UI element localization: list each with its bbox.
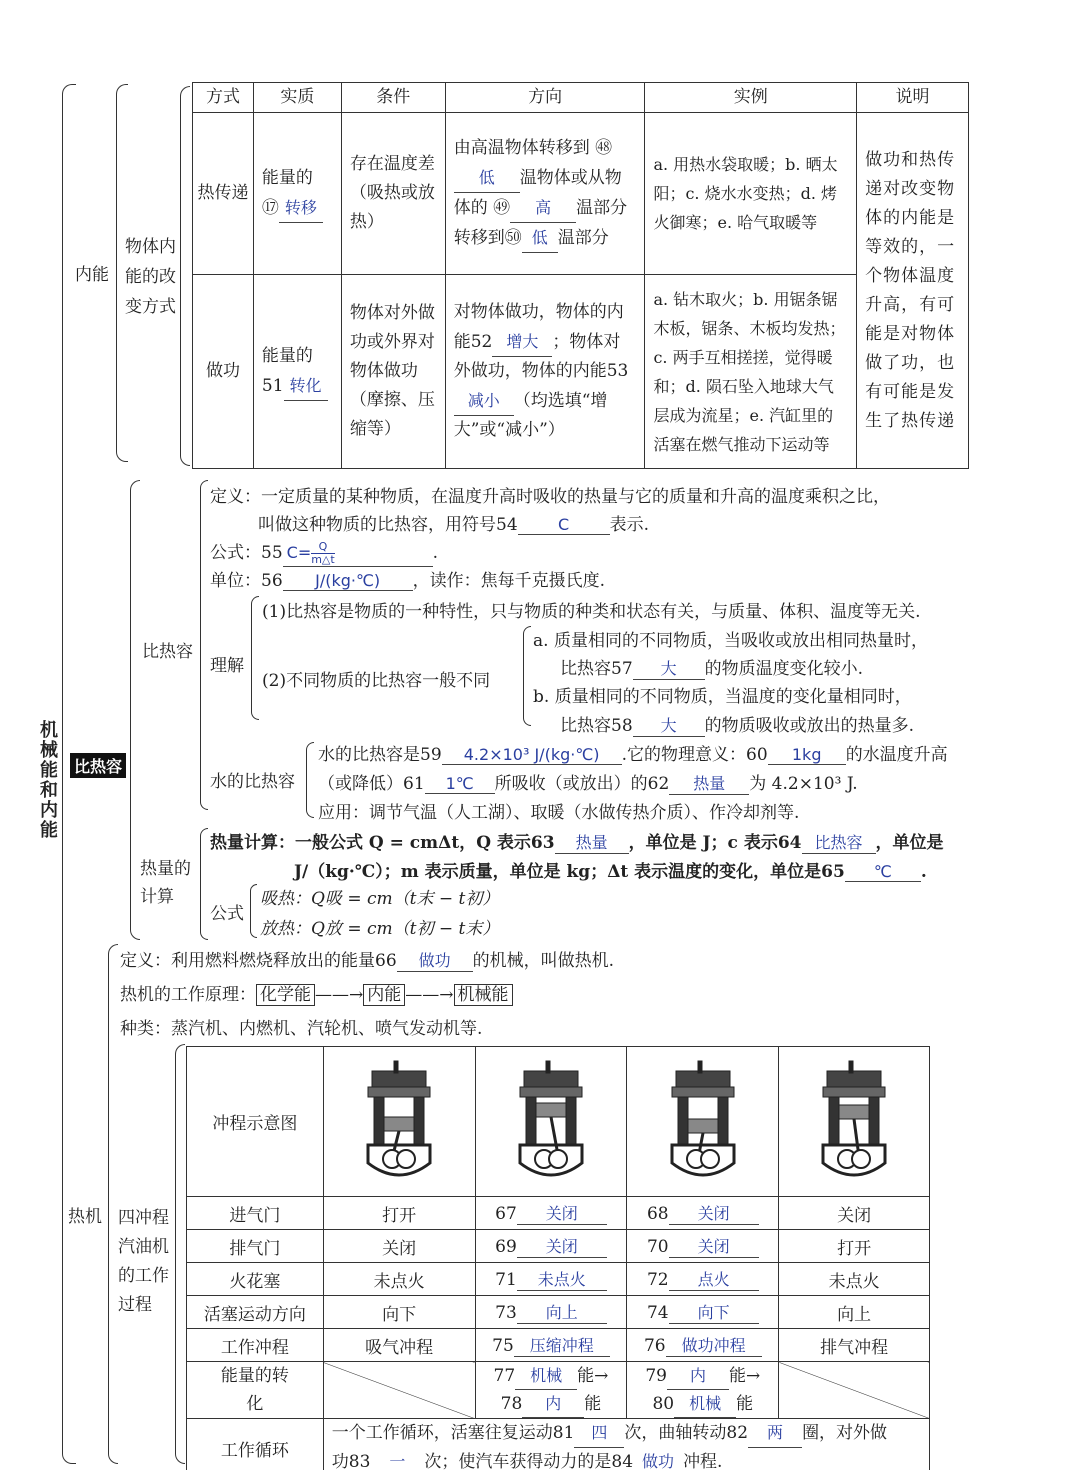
- neineng-table-header: [193, 83, 969, 113]
- w1-text: 水的比热容是: [318, 745, 420, 765]
- engine-diagram-cell: [779, 1047, 930, 1197]
- cell: [627, 1197, 779, 1230]
- cell-num: 69: [495, 1237, 517, 1257]
- dir-text: 由高温物体转移到: [453, 138, 590, 158]
- w2-text2: 所吸收（或放出）的: [494, 774, 648, 794]
- arrow-icon: ——→: [315, 985, 364, 1005]
- cell-num: 80: [652, 1394, 675, 1414]
- engine-compression-icon: [506, 1059, 596, 1179]
- water-line1: [318, 740, 948, 765]
- ua-num: 57: [611, 659, 633, 679]
- cell: [627, 1362, 779, 1419]
- header-method: 方式: [193, 83, 254, 113]
- ua-text: 比热容: [560, 659, 611, 679]
- reji-label: 热机: [68, 1207, 102, 1227]
- w1-answer2: 1kg: [768, 745, 846, 765]
- cell-num: 74: [646, 1303, 669, 1323]
- cycle-text: 圈，对外做: [802, 1423, 888, 1443]
- biruerong-sub-brace: [200, 480, 208, 810]
- w2-text3: 为 4.2×10³ J.: [749, 774, 858, 794]
- dir-answer: 低: [522, 223, 558, 253]
- formula-num: 55: [261, 543, 283, 563]
- cell-num: 67: [495, 1204, 517, 1224]
- understand-2: (2)不同物质的比热容一般不同: [262, 671, 491, 691]
- dir-text: 对物体做功，物体的内能: [453, 302, 624, 352]
- cell-text: 能→: [728, 1366, 761, 1386]
- reji-def-text: 定义：利用燃料燃烧释放出的能量: [120, 951, 375, 971]
- h2-answer: ℃: [845, 862, 921, 882]
- cell: [627, 1263, 779, 1296]
- understand-a1: a. 质量相同的不同物质，当吸收或放出相同热量时，: [533, 631, 928, 651]
- reji-def-num: 66: [375, 951, 397, 971]
- def-line2: [258, 510, 649, 535]
- h2-end: .: [920, 862, 927, 882]
- header-condition: 条件: [341, 83, 445, 113]
- cell-text: 能: [584, 1394, 602, 1414]
- def-num: 54: [496, 515, 518, 535]
- cell-num: 72: [646, 1270, 669, 1290]
- h2-num: 65: [821, 862, 845, 882]
- essence-num: ⑰: [261, 198, 279, 218]
- header-direction: 方向: [445, 83, 645, 113]
- cycle-text: 功: [331, 1452, 349, 1470]
- cell: 打开: [323, 1197, 475, 1230]
- cell-answer: 点火: [669, 1267, 759, 1291]
- cell: [475, 1197, 627, 1230]
- w1-answer: 4.2×10³ J/(kg·℃): [442, 745, 622, 765]
- engine-exhaust-icon: [809, 1059, 899, 1179]
- row-label: 工作冲程: [187, 1329, 324, 1362]
- cell: [627, 1230, 779, 1263]
- cell: 关闭: [779, 1197, 930, 1230]
- water-label: 水的比热容: [210, 772, 295, 792]
- principle-internal: 内能: [363, 984, 405, 1006]
- reji-def-end: 的机械，叫做热机.: [472, 951, 615, 971]
- row-label: 活塞运动方向: [187, 1296, 324, 1329]
- condition-cell: 存在温度差（吸热或放热）: [341, 113, 445, 275]
- dir-answer: 减小: [454, 386, 514, 416]
- cycle-text: 次，曲轴转动: [624, 1423, 727, 1443]
- engine-intake-icon: [354, 1059, 444, 1179]
- table-row: [187, 1296, 930, 1329]
- understand-b1: b. 质量相同的不同物质，当温度的变化量相同时，: [533, 687, 912, 707]
- h1-text3: ，单位是: [875, 833, 944, 853]
- table-row: [187, 1197, 930, 1230]
- unit-num: 56: [261, 571, 283, 591]
- cell: [475, 1296, 627, 1329]
- cell-num: 76: [643, 1336, 666, 1356]
- biruerong-sub-label: 比热容: [142, 642, 193, 662]
- ub-answer: 大: [633, 713, 705, 737]
- dir-num: ㊽: [595, 138, 613, 158]
- dir-text: 温部分: [557, 228, 609, 248]
- essence-num: 51: [261, 376, 284, 396]
- h2-text: J/（kg·℃）；m 表示质量，单位是 kg；Δt 表示温度的变化，单位是: [294, 862, 822, 882]
- w2-text: （或降低）: [318, 774, 403, 794]
- cell-answer: 向上: [517, 1300, 607, 1324]
- condition-cell: 物体对外做功或外界对物体做功（摩擦、压缩等）: [341, 275, 445, 469]
- row-label: 能量的转化: [187, 1362, 324, 1419]
- w2-num: 61: [403, 774, 425, 794]
- water-line3: 应用：调节气温（人工湖）、取暖（水做传热介质）、作冷却剂等.: [318, 803, 800, 823]
- cell: 关闭: [323, 1230, 475, 1263]
- understand-1: (1)比热容是物质的一种特性，只与物质的种类和状态有关，与质量、体积、温度等无关.: [262, 602, 921, 622]
- cell: 吸气冲程: [323, 1329, 475, 1362]
- w1-num: 59: [420, 745, 442, 765]
- unit-line: [210, 566, 605, 591]
- cell-answer: 做功冲程: [666, 1333, 762, 1357]
- neineng-table: [192, 82, 969, 469]
- direction-cell: [445, 275, 645, 469]
- table-row: [187, 1263, 930, 1296]
- formula2-label: 公式: [210, 904, 244, 924]
- table-row: [187, 1362, 930, 1419]
- reji-def: [120, 946, 614, 972]
- ua-end: 的物质温度变化较小.: [704, 659, 864, 679]
- cycle-num: 83: [348, 1452, 371, 1470]
- dir-num: ㊿: [504, 228, 522, 248]
- water-brace: [306, 742, 314, 818]
- stroke-brace: [175, 1044, 185, 1464]
- heat-line1: [210, 828, 944, 854]
- cell: 未点火: [779, 1263, 930, 1296]
- dir-text: （均选填“增大”或“减小”）: [453, 391, 608, 440]
- engine-diagram-cell: [323, 1047, 475, 1197]
- cell-num: 75: [492, 1336, 514, 1356]
- row-label: 排气门: [187, 1230, 324, 1263]
- h1-num: 63: [530, 833, 555, 853]
- cell: [475, 1230, 627, 1263]
- essence-answer: 转移: [279, 193, 323, 223]
- cycle-cell: [323, 1419, 929, 1470]
- table-row: [193, 113, 969, 275]
- cycle-num: 81: [552, 1423, 575, 1443]
- formula-line: 公式：55 C= $\frac{Q}{m\triangle t}$ .: [210, 540, 439, 566]
- understand-b2: [560, 711, 914, 737]
- essence-prefix: 能量的: [261, 168, 313, 188]
- def-end: 表示.: [609, 515, 650, 535]
- formula-answer: [283, 541, 433, 567]
- principle-mechanical: 机械能: [454, 984, 513, 1006]
- engine-diagram-cell: [627, 1047, 779, 1197]
- absorb-formula: 吸热：Q吸 = cm（t末 − t初）: [260, 889, 500, 909]
- essence-cell: [253, 275, 341, 469]
- formula-fraction: [311, 541, 335, 566]
- cell: 未点火: [323, 1263, 475, 1296]
- row-label: 进气门: [187, 1197, 324, 1230]
- release-formula: 放热：Q放 = cm（t初 − t末）: [260, 919, 500, 939]
- dir-answer: 高: [510, 193, 576, 223]
- cell: [627, 1329, 779, 1362]
- reji-brace: [108, 944, 118, 1464]
- example-cell: a. 用热水袋取暖；b. 晒太阳；c. 烧水水变热；d. 烤火御寒；e. 哈气取暖等: [645, 113, 857, 275]
- cell-num: 71: [495, 1270, 517, 1290]
- dir-num: 53: [606, 361, 629, 381]
- dir-text: 温部分转移到: [453, 198, 628, 248]
- biruerong-brace: [130, 480, 140, 940]
- h1-answer2: 比热容: [802, 830, 876, 854]
- formula-numerator: Q: [311, 541, 335, 554]
- cycle-text: 次；使汽车获得动力的是: [424, 1452, 612, 1470]
- w1-num2: 60: [746, 745, 768, 765]
- cell-text: 能→: [577, 1366, 609, 1386]
- cell: [475, 1329, 627, 1362]
- h1-text2: ，单位是 J；c 表示: [628, 833, 778, 853]
- cell: [627, 1296, 779, 1329]
- root-title: 机械能和内能: [37, 720, 58, 840]
- cell-answer: 压缩冲程: [514, 1333, 610, 1357]
- dir-answer: 低: [454, 163, 520, 193]
- w1-text2: .它的物理意义：: [621, 745, 747, 765]
- engine-power-icon: [658, 1059, 748, 1179]
- reji-principle: [120, 980, 513, 1005]
- formula-label: 公式：: [210, 543, 261, 563]
- cell-num: 77: [493, 1366, 516, 1386]
- arrow-icon: ——→: [405, 985, 454, 1005]
- cell-answer: 机械: [515, 1362, 577, 1390]
- cell-answer: 关闭: [669, 1234, 759, 1258]
- principle-chemical: 化学能: [256, 984, 315, 1006]
- cell-answer: 内: [522, 1390, 584, 1418]
- cell: 向下: [323, 1296, 475, 1329]
- direction-cell: [445, 113, 645, 275]
- essence-prefix: 能量的: [261, 346, 313, 366]
- h1-answer: 热量: [555, 830, 629, 854]
- ua-answer: 大: [633, 656, 705, 680]
- reji-def-answer: 做功: [397, 948, 473, 972]
- cycle-num: 82: [726, 1423, 749, 1443]
- w2-answer: 1℃: [425, 774, 495, 794]
- cell-num: 78: [500, 1394, 523, 1414]
- neineng-sub-brace: [180, 86, 190, 466]
- def-line1: 定义：一定质量的某种物质，在温度升高时吸收的热量与它的质量和升高的温度乘积之比，: [210, 487, 890, 507]
- unit-label: 单位：: [210, 571, 261, 591]
- empty-diagonal-cell: [779, 1362, 930, 1419]
- h1-num2: 64: [777, 833, 802, 853]
- engine-diagram-cell: [475, 1047, 627, 1197]
- ub-text: 比热容: [560, 716, 611, 736]
- w2-num2: 62: [647, 774, 670, 794]
- cycle-answer: 做功: [633, 1448, 683, 1470]
- cycle-answer: 两: [748, 1419, 802, 1448]
- cell: 打开: [779, 1230, 930, 1263]
- table-row: [187, 1329, 930, 1362]
- cell-num: 73: [495, 1303, 517, 1323]
- understand-brace: [251, 596, 259, 720]
- formula-denominator: m△t: [311, 553, 335, 566]
- dir-answer: 增大: [492, 327, 552, 357]
- example-cell: a. 钻木取火；b. 用锯条锯木板，锯条、木板均发热；c. 两手互相搓搓，觉得暖和；d. 陨石坠入地球大气层成为流星；e. 汽缸里的活塞在燃气推动下运动等: [645, 275, 857, 469]
- table-row: [187, 1230, 930, 1263]
- cycle-answer: 一: [370, 1448, 424, 1470]
- header-example: 实例: [645, 83, 857, 113]
- cell: 排气冲程: [779, 1329, 930, 1362]
- stroke-label: 四冲程汽油机的工作过程: [118, 1208, 169, 1315]
- engine-table: [186, 1046, 930, 1470]
- cell-answer: 机械: [674, 1390, 736, 1418]
- method-cell: 做功: [193, 275, 254, 469]
- neineng-label: 内能: [75, 265, 109, 285]
- cycle-text: 冲程.: [683, 1452, 723, 1470]
- heat-brace: [200, 828, 208, 940]
- cell-answer: 向下: [669, 1300, 759, 1324]
- def-answer: C: [518, 515, 610, 535]
- def-text: 叫做这种物质的比热容，用符号: [258, 515, 496, 535]
- cell: 向上: [779, 1296, 930, 1329]
- biruerong-label: 比热容: [70, 753, 126, 778]
- dir-text: ；物体对外做功，物体的内能: [453, 332, 621, 381]
- w2-answer2: 热量: [669, 771, 749, 795]
- cycle-num: 84: [611, 1452, 634, 1470]
- cell-text: 能: [736, 1394, 754, 1414]
- cell-answer: 内: [667, 1362, 729, 1390]
- cell: [475, 1362, 627, 1419]
- cell-answer: 未点火: [517, 1267, 607, 1291]
- ub-num: 58: [611, 716, 633, 736]
- table-row: [187, 1047, 930, 1197]
- w1-text3: 的水温度升高: [845, 745, 948, 765]
- dir-text: 温物体或从物体的: [453, 168, 622, 218]
- heat-line2: [294, 857, 927, 882]
- empty-diagonal-cell: [323, 1362, 475, 1419]
- header-note: 说明: [857, 83, 969, 113]
- note-cell: 做功和热传递对改变物体的内能是等效的，一个物体温度升高，有可能是对物体做了功，也有可能是发生了热传递: [857, 113, 969, 469]
- cell-answer: 关闭: [517, 1234, 607, 1258]
- understand-label: 理解: [210, 656, 244, 676]
- neineng-sub-label: 物体内能的改变方式: [125, 237, 176, 317]
- water-line2: [318, 769, 858, 795]
- formula-answer-left: C=: [286, 543, 312, 562]
- formula2-brace: [250, 884, 257, 938]
- ub-end: 的物质吸收或放出的热量多.: [704, 716, 915, 736]
- h1-text: 热量计算：一般公式 Q = cmΔt，Q 表示: [210, 833, 531, 853]
- unit-answer: J/(kg·℃): [283, 571, 413, 591]
- unit-end: ，读作：焦每千克摄氏度.: [412, 571, 606, 591]
- cell: [475, 1263, 627, 1296]
- method-cell: 热传递: [193, 113, 254, 275]
- essence-answer: 转化: [284, 371, 328, 401]
- row-label: 火花塞: [187, 1263, 324, 1296]
- understand-sub-brace: [523, 626, 531, 726]
- cell-num: 70: [646, 1237, 669, 1257]
- cell-answer: 关闭: [517, 1201, 607, 1225]
- cell-answer: 关闭: [669, 1201, 759, 1225]
- heat-label: 热量的计算: [140, 859, 191, 907]
- header-essence: 实质: [253, 83, 341, 113]
- reji-kinds: 种类：蒸汽机、内燃机、汽轮机、喷气发动机等.: [120, 1019, 483, 1039]
- principle-label: 热机的工作原理：: [120, 985, 256, 1005]
- cycle-text: 一个工作循环，活塞往复运动: [331, 1423, 553, 1443]
- cycle-answer: 四: [574, 1419, 624, 1448]
- dir-num: 52: [470, 332, 493, 352]
- table-row: [187, 1419, 930, 1470]
- understand-a2: [560, 654, 863, 680]
- cell-num: 79: [645, 1366, 667, 1386]
- dir-num: ㊾: [493, 198, 511, 218]
- table-row: [193, 275, 969, 469]
- cell-num: 68: [646, 1204, 669, 1224]
- row-label: 冲程示意图: [187, 1047, 324, 1197]
- row-label: 工作循环: [187, 1419, 324, 1470]
- essence-cell: [253, 113, 341, 275]
